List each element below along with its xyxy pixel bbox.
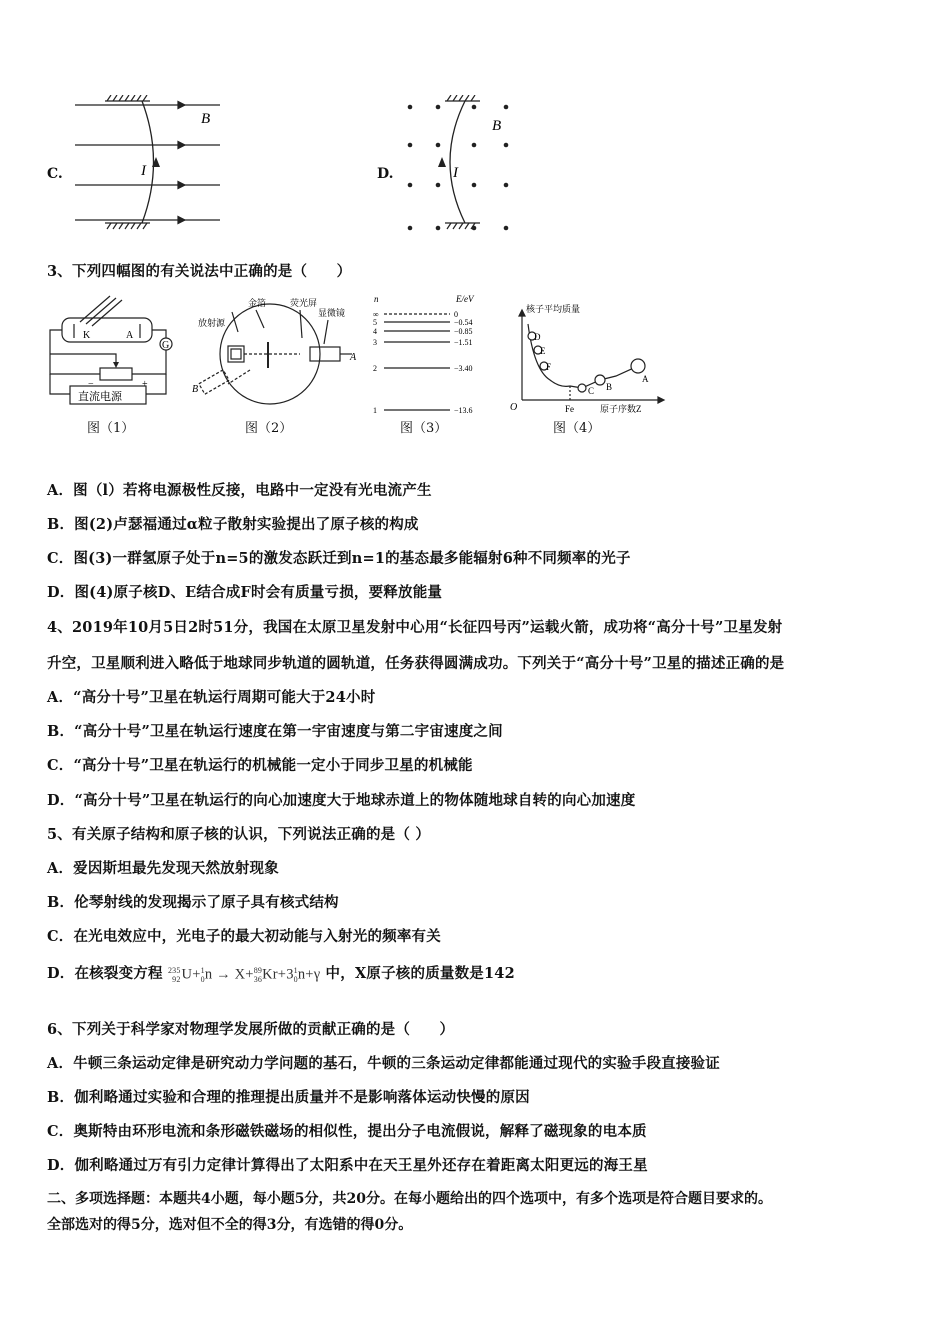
x-axis-label: 原子序数Z xyxy=(600,404,642,414)
figure-4-caption: 图（4） xyxy=(553,421,601,436)
q4-option-d[interactable]: D．“高分十号”卫星在轨运行的向心加速度大于地球赤道上的物体随地球自转的向心加速度 xyxy=(47,792,636,809)
screen-label: 荧光屏 xyxy=(290,298,318,308)
y-axis-label: 核子平均质量 xyxy=(526,304,581,314)
point-c-label: C xyxy=(588,386,595,396)
option-d-label: D. xyxy=(377,166,394,182)
iron-label: Fe xyxy=(565,404,574,414)
power-supply-label: 直流电源 xyxy=(78,391,122,403)
current-label: I xyxy=(453,165,458,181)
q6-option-d[interactable]: D．伽利略通过万有引力定律计算得出了太阳系中在天王星外还存在着距离太阳更远的海王星 xyxy=(47,1157,648,1174)
level-n-label: 2 xyxy=(373,364,377,373)
point-a-label: A xyxy=(642,374,649,384)
question-4-stem-line1: 4、2019年10月5日2时51分，我国在太原卫星发射中心用“长征四号丙”运载火箭，成功将“高分十号”卫星发射 xyxy=(47,619,783,636)
q5-option-c[interactable]: C．在光电效应中，光电子的最大初动能与入射光的频率有关 xyxy=(47,928,441,945)
minus-label: − xyxy=(88,379,94,390)
plus-label: + xyxy=(142,379,148,390)
figure-3-caption: 图（3） xyxy=(400,421,448,436)
option-c-label: C. xyxy=(47,166,63,182)
figure-d-magnetic-field-dots xyxy=(400,95,530,235)
q3-option-a[interactable]: A．图（l）若将电源极性反接，电路中一定没有光电流产生 xyxy=(47,482,432,499)
cathode-label: K xyxy=(83,330,91,341)
level-energy-label: −0.85 xyxy=(454,327,473,336)
point-b-label: B xyxy=(606,382,613,392)
level-n-label: 5 xyxy=(373,318,377,327)
position-b-label: B xyxy=(192,384,199,395)
b-field-label: B xyxy=(492,118,502,134)
point-f-label: F xyxy=(546,362,552,372)
q5-option-d[interactable] xyxy=(47,962,515,984)
level-n-label: 4 xyxy=(373,327,377,336)
q6-option-b[interactable]: B．伽利略通过实验和合理的推理提出质量并不是影响落体运动快慢的原因 xyxy=(47,1089,530,1106)
figure-4-average-nucleon-mass xyxy=(508,300,668,415)
q5-option-a[interactable]: A．爱因斯坦最先发现天然放射现象 xyxy=(47,860,279,877)
q4-option-c[interactable]: C．“高分十号”卫星在轨运行的机械能一定小于同步卫星的机械能 xyxy=(47,757,473,774)
level-n-label: 1 xyxy=(373,406,377,415)
level-energy-label: −3.40 xyxy=(454,364,473,373)
q3-option-c[interactable]: C．图(3)一群氢原子处于n=5的激发态跃迁到n=1的基态最多能辐射6种不同频率的光子 xyxy=(47,550,631,567)
figure-2-caption: 图（2） xyxy=(245,421,293,436)
q3-option-b[interactable]: B．图(2)卢瑟福通过α粒子散射实验提出了原子核的构成 xyxy=(47,516,419,533)
q5-option-d-suffix: 中，X原子核的质量数是142 xyxy=(325,965,515,982)
level-energy-label: 0 xyxy=(454,310,458,319)
level-n-label: ∞ xyxy=(373,310,379,319)
figure-1-caption: 图（1） xyxy=(87,421,135,436)
q3-option-d[interactable]: D．图(4)原子核D、E结合成F时会有质量亏损，要释放能量 xyxy=(47,584,443,601)
level-energy-label: −13.6 xyxy=(454,406,473,415)
fission-equation: 235 92 U+ 1 0 n → X+ 89 36 Kr+3 1 0 n+γ xyxy=(167,965,321,984)
origin-label: O xyxy=(510,402,518,413)
section-2-heading-line2: 全部选对的得5分，选对但不全的得3分，有选错的得0分。 xyxy=(47,1217,413,1233)
point-d-label: D xyxy=(534,332,541,342)
figure-2-alpha-scattering xyxy=(190,292,360,412)
b-field-label: B xyxy=(201,111,211,127)
current-label: I xyxy=(141,163,146,179)
question-6-stem: 6、下列关于科学家对物理学发展所做的贡献正确的是（ ） xyxy=(47,1021,455,1038)
q4-option-a[interactable]: A．“高分十号”卫星在轨运行周期可能大于24小时 xyxy=(47,689,376,706)
q5-option-b[interactable]: B．伦琴射线的发现揭示了原子具有核式结构 xyxy=(47,894,339,911)
figure-1-photoelectric-circuit xyxy=(40,292,180,412)
level-energy-label: −1.51 xyxy=(454,338,473,347)
anode-label: A xyxy=(126,330,134,341)
question-5-stem: 5、有关原子结构和原子核的认识，下列说法正确的是（ ） xyxy=(47,826,431,843)
figure-c-magnetic-field-horizontal xyxy=(70,95,230,235)
q6-option-c[interactable]: C．奥斯特由环形电流和条形磁铁磁场的相似性，提出分子电流假说，解释了磁现象的电本质 xyxy=(47,1123,647,1140)
q5-option-d-prefix: D．在核裂变方程 xyxy=(47,965,163,982)
level-n-label: 3 xyxy=(373,338,377,347)
position-a-label: A xyxy=(350,352,357,363)
point-e-label: E xyxy=(540,346,546,356)
galvanometer-label: G xyxy=(162,340,170,351)
level-energy-label: −0.54 xyxy=(454,318,473,327)
q6-option-a[interactable]: A．牛顿三条运动定律是研究动力学问题的基石，牛顿的三条运动定律都能通过现代的实验手段直接验证 xyxy=(47,1055,720,1072)
question-4-stem-line2: 升空，卫星顺利进入略低于地球同步轨道的圆轨道，任务获得圆满成功。下列关于“高分十号”卫星的描述正确的是 xyxy=(47,655,785,672)
microscope-label: 显微镜 xyxy=(318,308,346,318)
section-2-heading-line1: 二、多项选择题：本题共4小题，每小题5分，共20分。在每小题给出的四个选项中，有多个选项是符合题目要求的。 xyxy=(47,1191,772,1207)
source-label: 放射源 xyxy=(198,318,226,328)
question-3-stem: 3、下列四幅图的有关说法中正确的是（ ） xyxy=(47,263,352,280)
figure-3-energy-levels xyxy=(368,292,493,417)
gold-foil-label: 金箔 xyxy=(248,298,267,308)
energy-header: E/eV xyxy=(456,294,474,304)
n-header: n xyxy=(374,294,379,304)
q4-option-b[interactable]: B．“高分十号”卫星在轨运行速度在第一宇宙速度与第二宇宙速度之间 xyxy=(47,723,503,740)
